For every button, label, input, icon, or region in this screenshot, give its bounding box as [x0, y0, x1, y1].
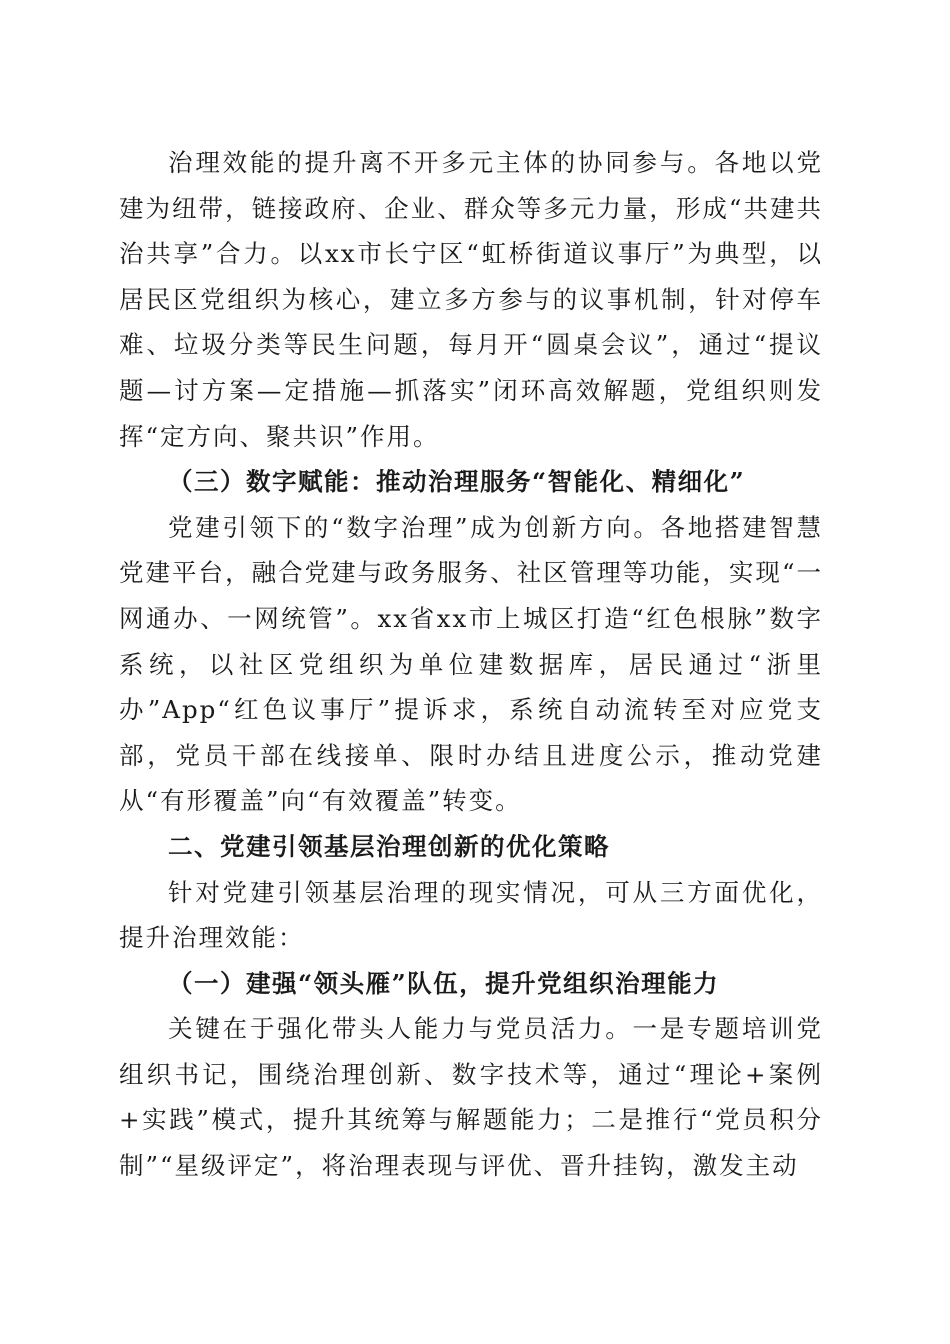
- subheading-leader-team: （一）建强“领头雁”队伍，提升党组织治理能力: [168, 968, 720, 998]
- subheading-digital-empowerment: （三）数字赋能：推动治理服务“智能化、精细化”: [168, 467, 746, 497]
- paragraph-multi-stakeholder: 治理效能的提升离不开多元主体的协同参与。各地以党建为纽带，链接政府、企业、群众等多元力量，形成“共建共治共享”合力。以xx市长宁区“虹桥街道议事厅”为典型，以居民区党组织为核心，建立多方参与的议事机制，针对停车难、垃圾分类等民生问题，每月开“圆桌会议”，通过“提议题—讨方案—定措施—抓落实”闭环高效解题，党组织则发挥“定方向、聚共识”作用。: [119, 148, 823, 451]
- paragraph-leader-capability: 关键在于强化带头人能力与党员活力。一是专题培训党组织书记，围绕治理创新、数字技术等，通过“理论+案例+实践”模式，提升其统筹与解题能力；二是推行“党员积分制”“星级评定”，将治理表现与评优、晋升挂钩，激发主动: [119, 1014, 823, 1181]
- section-heading-optimization-strategy: 二、党建引领基层治理创新的优化策略: [168, 831, 610, 861]
- document-body: [119, 140, 823, 1189]
- paragraph-strategy-intro: 针对党建引领基层治理的现实情况，可从三方面优化，提升治理效能：: [119, 877, 823, 953]
- paragraph-digital-governance: 党建引领下的“数字治理”成为创新方向。各地搭建智慧党建平台，融合党建与政务服务、社区管理等功能，实现“一网通办、一网统管”。xx省xx市上城区打造“红色根脉”数字系统，以社区党组织为单位建数据库，居民通过“浙里办”App“红色议事厅”提诉求，系统自动流转至对应党支部，党员干部在线接单、限时办结且进度公示，推动党建从“有形覆盖”向“有效覆盖”转变。: [119, 512, 823, 816]
